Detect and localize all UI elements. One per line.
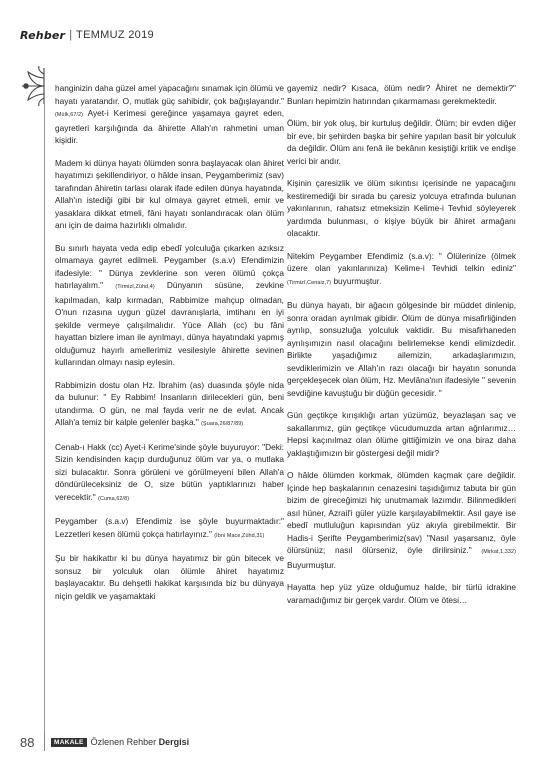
- citation: (Tirmizî,Cenaiz,7): [287, 279, 332, 286]
- paragraph: [287, 177, 516, 240]
- paragraph-text: Cenab-ı Hakk (cc) Ayet-i Kerime'sinde şöyle buyuruyor: "Deki: Sizin kendisinden kaçıp durduğunuz ölüm var ya, o mutlaka sizi bulacaktır. Sonra görüleni ve görülmeyeni bilen Allah'a döndürüleceksiniz de O, size bütün yaptıklarınızı haber verecektir.": [55, 441, 284, 502]
- corner-ornament-icon: [18, 64, 54, 108]
- paragraph: [287, 581, 516, 606]
- paragraph-text: Bu dünya hayatı, bir ağacın gölgesinde bir müddet dinlenip, sonra oradan ayrılmak gibidir. Ölüm de dünya misafirliğinden ayrılıp, sonsuzluğa yolculuk vaktidir. Bu misafirhaneden ayrılışımızın nasıl olacağını belirlemekse kendi elimizdedir. Birlikte yaşadığımız ailemizin, arkadaşlarımızın, sevdiklerimizin ve Allah'ın razı olacağı bir hayatın sonunda gerçekleşecek olan ölüm, Hz. Mevlâna'nın ifadesiyle " sevenin sevdiğine kavuştuğu bir düğün gecesidir. ": [287, 300, 516, 398]
- magazine-name-regular: Özlenen Rehber: [90, 737, 157, 747]
- magazine-name: [91, 737, 190, 747]
- paragraph: [287, 82, 516, 107]
- page-footer: [20, 734, 189, 750]
- paragraph: [55, 379, 284, 431]
- paragraph-text: Şu bir hakikattır ki bu dünya hayatımız bir gün bitecek ve sonsuz bir yolculuk olan ölümle âhiret hayatımız başlayacaktır. Bu dehşetli hakikat karşısında biz bu dünyaya niçin geldik ve yaşamaktaki: [55, 553, 284, 601]
- paragraph-text: Bu sınırlı hayata veda edip ebedî yolculuğa çıkarken azıksız olmamaya gayret edilmeli. Peygamber (s.a.v) Efendimizin ifadesiyle: " Dünya zevklerine son veren ölümü çokça hatırlayalım.": [55, 242, 284, 290]
- citation: (İbni Mace,Zühd,31): [214, 532, 265, 539]
- paragraph-text: Ölüm, bir yok oluş, bir kurtuluş değildir. Ölüm; bir evden diğer bir eve, bir şehirden başka bir şehire yapılan basit bir yolculuk da değildir. Ölüm anı fenâ ile bekânın kesiştiği kritik ve endişe verici bir andır.: [287, 118, 516, 166]
- paragraph-text-continued: buyurmuştur.: [331, 275, 382, 286]
- paragraph: [55, 82, 284, 147]
- paragraph: [55, 242, 284, 369]
- magazine-logo: Rehber: [20, 28, 66, 42]
- margin-rule: [44, 84, 45, 740]
- paragraph-text: Peygamber (s.a.v) Efendimiz ise şöyle buyurmaktadır:" Lezzetleri kesen ölümü çokça hatırlayınız.": [55, 516, 284, 539]
- paragraph-text: hanginizin daha güzel amel yapacağını sınamak için ölümü ve hayatı yaratandır. O, mutlak güç sahibidir, çok bağışlayandır.": [55, 83, 284, 106]
- paragraph-text: Nitekim Peygamber Efendimiz (s.a.v): " Ölülerinize (ölmek üzere olan yakınlarınıza) Kelime-i Tevhidi telkin ediniz": [287, 250, 516, 273]
- right-text-column: [287, 82, 516, 616]
- header-separator: |: [69, 29, 73, 41]
- footer-divider: [44, 733, 45, 751]
- paragraph-text-continued: Ayet-i Kerimesi gereğince yaşamaya gayret eden, gayretleri karşılığında da âhirette Allah'ın rahmetini uman kişidir.: [55, 108, 284, 145]
- citation: (Cuma,62/8): [98, 495, 130, 502]
- paragraph: [287, 469, 516, 571]
- page-number: 88: [20, 734, 35, 750]
- paragraph-text: Rabbimizin dostu olan Hz. İbrahim (as) duasında şöyle nida da bulunur: " Ey Rabbim! İnsanların dirilecekleri gün, beni utandırma. O gün, ne mal fayda verir ne de evlat. Ancak Allah'a temiz bir kalple gelenler başka.": [55, 379, 284, 427]
- paragraph: [55, 441, 284, 506]
- paragraph-text: Kişinin çaresizlik ve ölüm sıkıntısı içerisinde ne yapacağını kestiremediği bir sırada bu çaresiz yolcuya etrafında bulunan yakınlarının, rahatsız etmeksizin Kelime-i Tevhid söyleyerek yardımda bulunması, o kişiye büyük bir âhiret armağanı olacaktır.: [287, 178, 516, 238]
- paragraph-text-continued: Dünyanın süsüne, zevkine kapılmadan, kalp kırmadan, Rabbimize mahçup olmadan, O'nun rızasına uygun güzel davranışlarla, imtihanı en iyi şekilde vermeye çalışılmalıdır. Yüce Allah (cc) bu fâni hayattan bizlere iman ile ayrılmayı, dünya hayatındaki yapmış olduğumuz hayırlı amellerimiz vesilesiyle âhirette sevinen kullarından olmayı nasip eylesin.: [55, 280, 284, 367]
- paragraph: [55, 552, 284, 602]
- paragraph: [55, 515, 284, 542]
- citation: (Mirkat,1,332): [481, 549, 516, 555]
- left-text-column: [55, 82, 284, 612]
- citation: (Mülk,67/2): [55, 112, 84, 118]
- paragraph-text: Gün geçtikçe kırışıklığı artan yüzümüz, beyazlaşan saç ve sakallarımız, gün geçtikçe vücudumuzda artan ağrılarımız… Hepsi kaçınılmaz olan ölüme gittiğimizin ve ona biraz daha yaklaştığımızın bir göstergesi değil midir?: [287, 410, 516, 458]
- paragraph: [287, 299, 516, 399]
- citation: (Şuara,26/87/89): [201, 421, 244, 427]
- paragraph: [287, 250, 516, 290]
- paragraph: [287, 117, 516, 167]
- citation: (Tirmizî,Zühd,4): [115, 284, 155, 290]
- paragraph-text: Hayatta hep yüz yüze olduğumuz halde, bir türlü idrakine varamadığımız bir gerçek vardır. Ölüm ve ötesi…: [287, 582, 516, 605]
- paragraph: [287, 409, 516, 459]
- paragraph-text-continued: Buyurmuştur.: [287, 559, 336, 570]
- magazine-name-bold: Dergisi: [158, 737, 190, 747]
- paragraph: [55, 157, 284, 232]
- running-header: [20, 28, 154, 42]
- paragraph-text: O hâlde ölümden korkmak, ölümden kaçmak çare değildir. İçinde hep başkalarının cenazesini taşıdığımız tabuta bir gün bizim de gireceğimizi hiç unutmamak lazımdır. Bilinmedikleri asıl hüner, Azrail'i güler yüzle karşılayabilmektir. Asıl gaye ise ebedî mutluluğun kapısından yüz akıyla girebilmektir. Bir Hadis-i Şerifte Peygamberimiz(sav) "Nasıl yaşarsanız, öyle ölürsünüz; nasıl ölürseniz, öyle dirilirsiniz.": [287, 470, 516, 555]
- paragraph-text: gayemiz nedir? Kısaca, ölüm nedir? Âhiret ne demektir?" Bunları hepimizin hatırından çıkarmaması gerekmektedir.: [287, 83, 516, 106]
- section-tag: MAKALE: [51, 738, 87, 747]
- paragraph-text: Madem ki dünya hayatı ölümden sonra başlayacak olan âhiret hayatımızı şekillendiriyor, o hâlde insan, Peygamberimiz (sav) tarafından âhiretin tarlası olarak ifade edilen dünya hayatında, Allah'ın istediği gibi bir kul olmaya gayret etmeli, emir ve yasaklara dikkat etmeli, fâni hayatı sonlandıracak olan ölüm anı için de daima hazırlıklı olmalıdır.: [55, 157, 284, 230]
- issue-date: TEMMUZ 2019: [76, 29, 154, 41]
